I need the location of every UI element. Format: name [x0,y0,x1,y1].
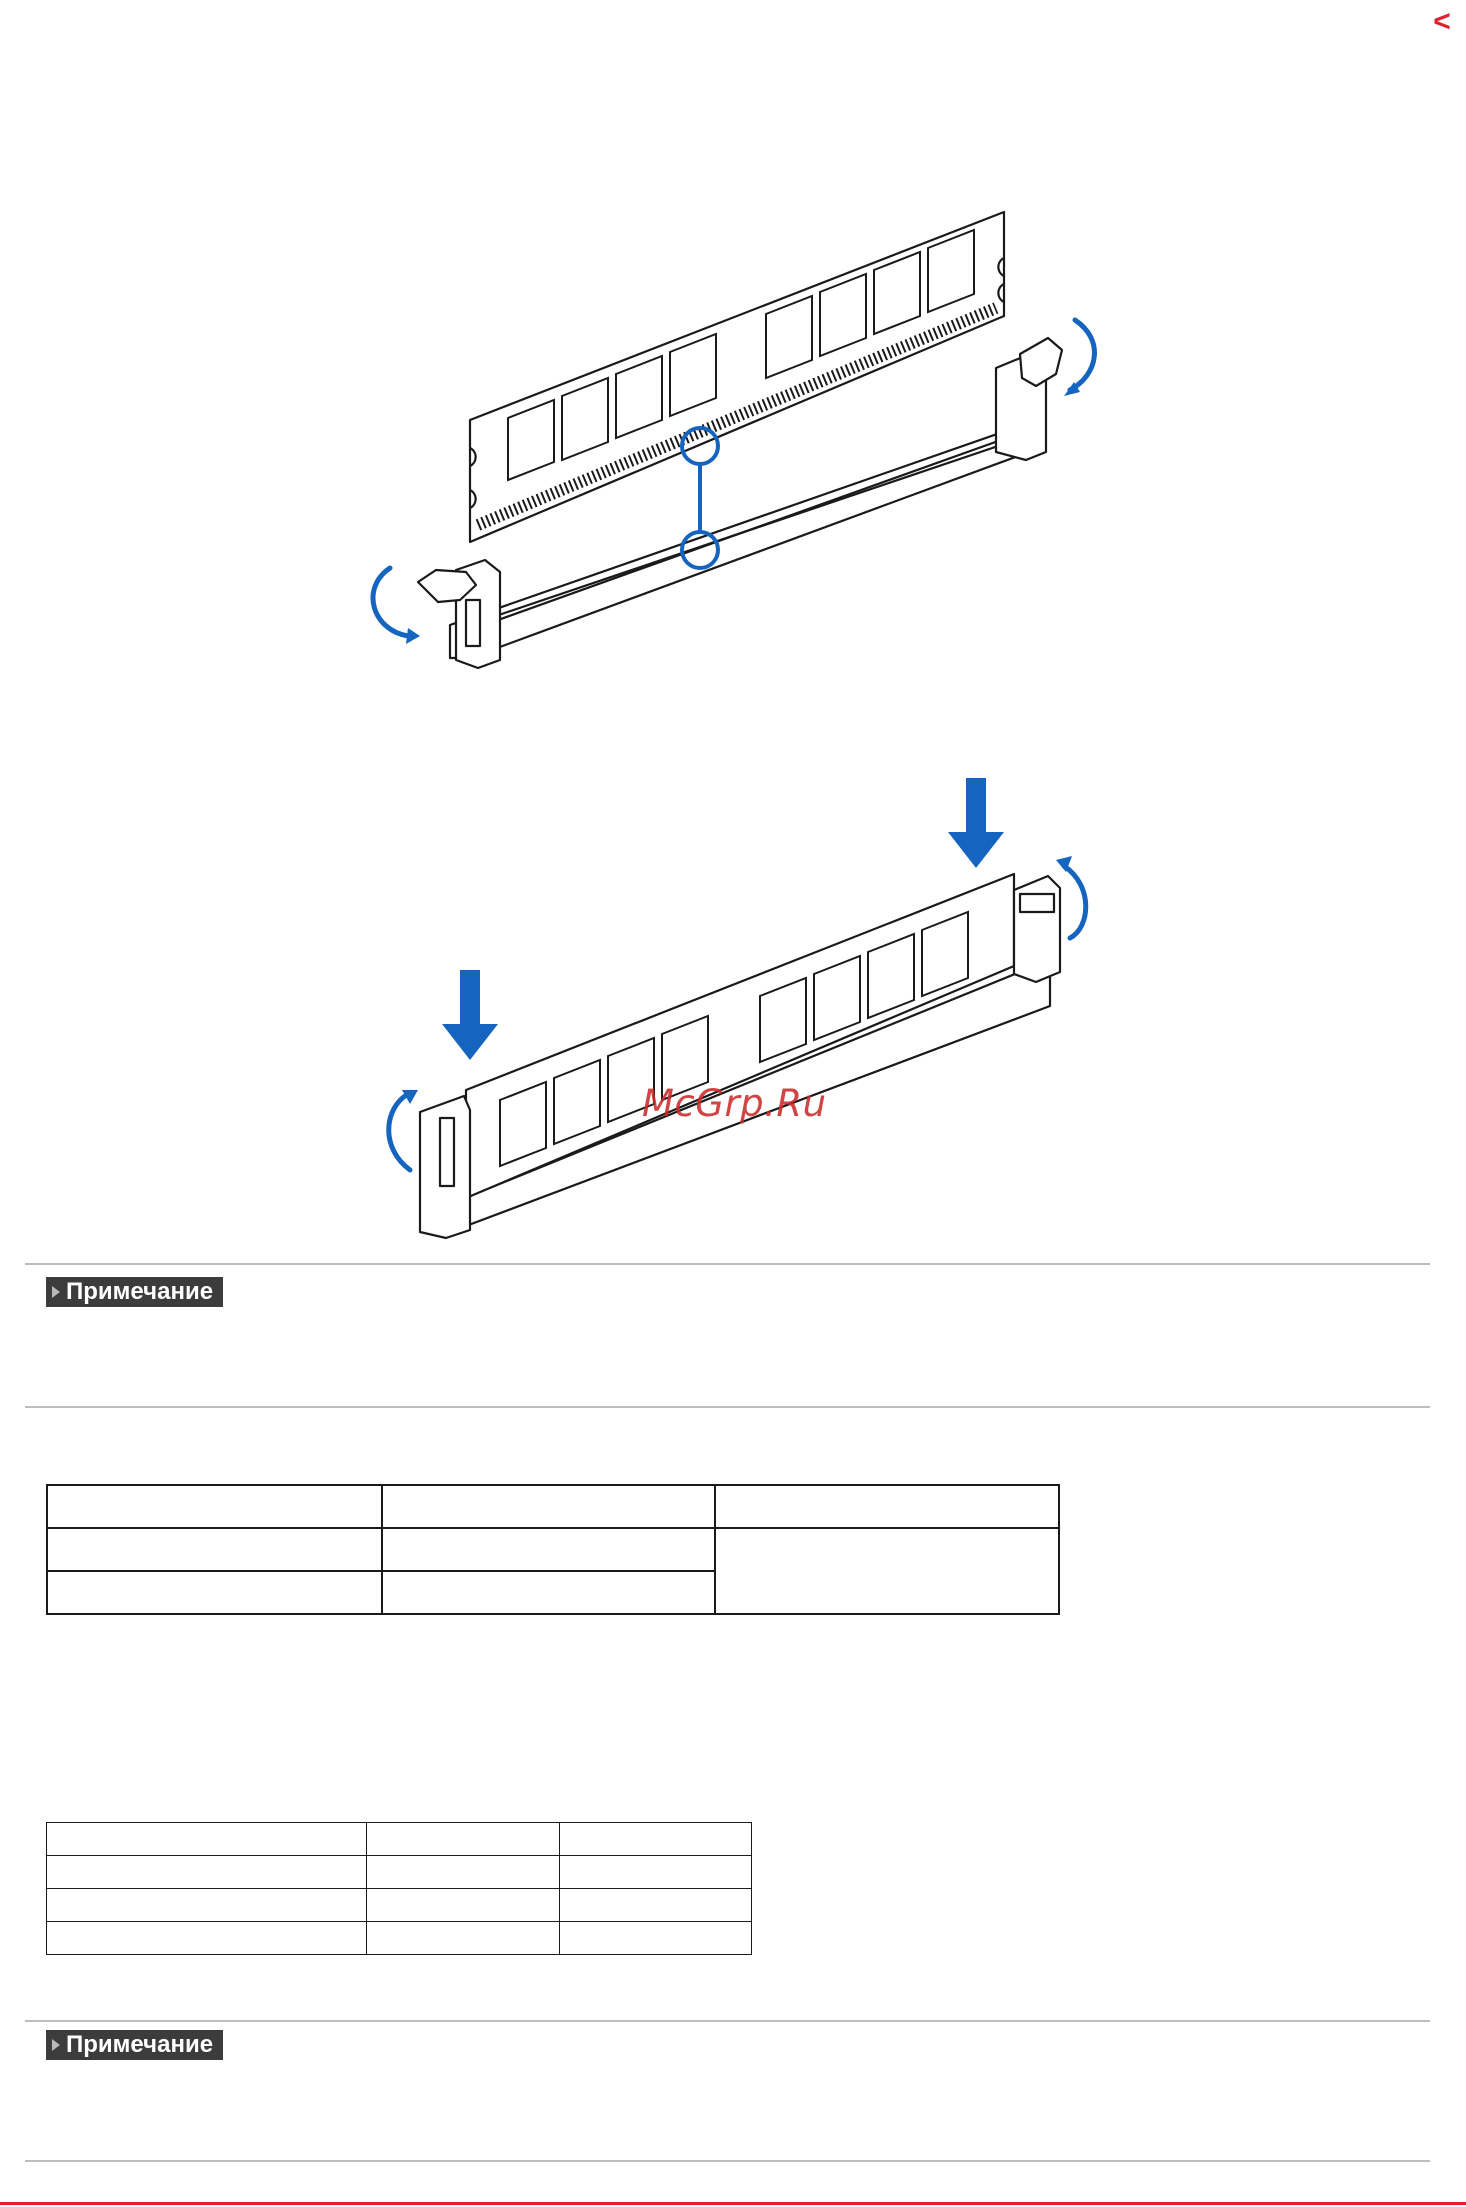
dimm-insertion-illustration [0,770,1466,1260]
note-bottom-divider [25,2160,1430,2162]
note-badge [46,2030,223,2060]
right-rotate-arrow-icon [1064,866,1086,938]
table-cell [47,1571,382,1614]
dimm-module [470,212,1004,542]
note-top-divider [25,2020,1430,2022]
table-row [47,1528,1059,1571]
table-cell [382,1571,715,1614]
note-bottom-divider [25,1406,1430,1408]
right-rotate-arrow-icon [1070,320,1094,390]
table-row [47,1485,1059,1528]
memory-table-1 [46,1484,1060,1615]
table-row [47,1922,752,1955]
table-row [47,1889,752,1922]
left-rotate-arrow-icon [373,568,408,636]
right-latch [1014,876,1060,982]
table-cell [560,1922,752,1955]
table-cell [382,1528,715,1571]
table-cell [47,1856,367,1889]
table-cell [367,1922,560,1955]
table-cell [47,1823,367,1856]
note-label: Примечание [66,2031,214,2058]
left-rotate-arrow-icon [389,1094,410,1170]
table-cell [47,1485,382,1528]
note-label: Примечание [66,1278,214,1305]
table-cell [47,1922,367,1955]
table-cell [367,1823,560,1856]
table-cell [382,1485,715,1528]
table-merged-cell [715,1528,1059,1614]
note-top-divider [25,1263,1430,1265]
table-row [47,1856,752,1889]
dimm-alignment-illustration [0,190,1466,710]
table-cell [47,1889,367,1922]
table-cell [367,1856,560,1889]
note-badge [46,1277,223,1307]
back-nav-icon[interactable]: < [1433,5,1451,38]
table-cell [560,1823,752,1856]
memory-table-2 [46,1822,752,1955]
table-cell [367,1889,560,1922]
table-cell [47,1528,382,1571]
watermark: McGrp.Ru [642,1082,827,1125]
table-cell [560,1856,752,1889]
triangle-bullet-icon [52,1286,60,1298]
table-row [47,1823,752,1856]
push-down-arrow-icon [948,778,1004,868]
table-cell [715,1485,1059,1528]
triangle-bullet-icon [52,2039,60,2051]
push-down-arrow-icon [442,970,498,1060]
footer-accent-line [0,2202,1466,2205]
table-cell [560,1889,752,1922]
